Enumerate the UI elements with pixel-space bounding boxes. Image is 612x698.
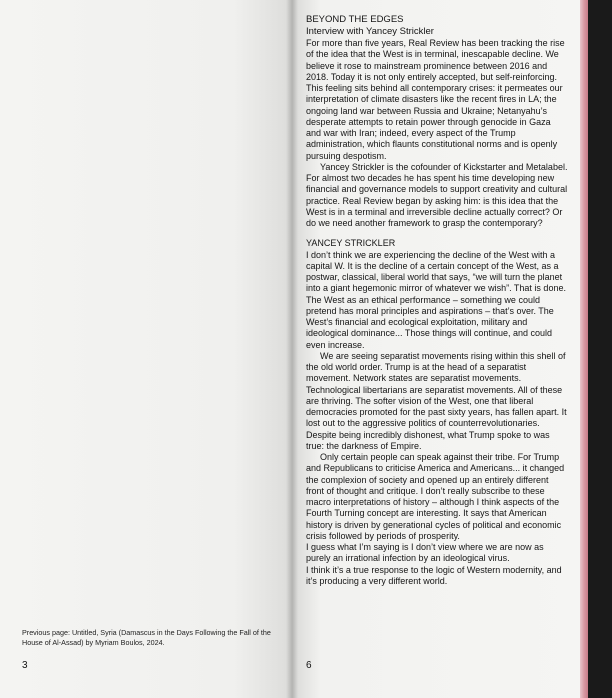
intro-paragraph: For more than five years, Real Review has been tracking the rise of the idea that the West is in terminal, inescapable decline. We believe it rose to mainstream prominence between 2016 and 2018. Today it is not only entirely accepted, but self-reinforcing. This feeling sits behind all contemporary crises: it permeates our interpretation of climate disasters like the recent fires in LA; the ongoing land war between Russia and Ukraine; Netanyahu’s desperate attempts to retain power through genocide in Gaza and war with Iran; indeed, every aspect of the Trump administration, which flaunts constitutional norms and is openly pursuing despotism. (306, 38, 565, 161)
book-gutter (286, 0, 298, 698)
answer-paragraph: I think it’s a true response to the logic of Western modernity, and it’s producing a very different world. (306, 564, 562, 586)
intro-paragraph: Yancey Strickler is the cofounder of Kickstarter and Metalabel. For almost two decades he has spent his time developing new financial and governance models to support creativity and cultural practice. Real Review began by asking him: is this idea that the West is in a terminal and irreversible decline actually correct? Or do we need another framework to grasp the contemporary? (306, 161, 568, 228)
article-body (306, 14, 568, 587)
background-edge (588, 0, 612, 698)
image-caption: Previous page: Untitled, Syria (Damascus in the Days Following the Fall of the House of Al-Assad) by Myriam Boulos, 2024. (22, 628, 271, 647)
answer-paragraph: We are seeing separatist movements rising within this shell of the old world order. Trump is at the head of a separatist movement. Network states are separatist movements. Technological libertarians are separatist movements. All of these are thriving. The softer vision of the West, one that liberal democracies promoted for the past sixty years, has fallen apart. It lost out to the aggressive politics of counterrevolutionaries. Despite being incredibly dishonest, what Trump spoke to was true: the darkness of Empire. (306, 350, 567, 451)
answer-paragraph: I don’t think we are experiencing the decline of the West with a capital W. It is the decline of a certain concept of the West, as a postwar, classical, liberal world that says, “we will turn the planet into a giant hegemonic mirror of whatever we wish”. That is done. The West as an ethical performance – something we could pretend has moral principles and aspirations – that’s over. The West’s financial and ecological exploitation, military and ideological dominance... Those things will continue, and could even increase. (306, 249, 566, 350)
page-number-left: 3 (22, 660, 28, 671)
page-number-right: 6 (306, 660, 312, 671)
answer-paragraph: Only certain people can speak against their tribe. For Trump and Republicans to criticise America and Americans... it changed the complexion of society and opened up an entirely different front of thought and critique. I don’t really subscribe to these macro interpretations of history – although I think aspects of the Fourth Turning concept are interesting. It says that American history is driven by generational cycles of political and economic crisis followed by periods of prosperity. (306, 452, 565, 541)
answer-paragraph: I guess what I’m saying is I don’t view where we are now as purely an irrational infection by an ideological virus. (306, 542, 544, 564)
article-title: BEYOND THE EDGES (306, 14, 404, 25)
article-subtitle: Interview with Yancey Strickler (306, 26, 434, 37)
left-page (0, 0, 292, 698)
speaker-name: YANCEY STRICKLER (306, 238, 396, 249)
page-edges (580, 0, 588, 698)
